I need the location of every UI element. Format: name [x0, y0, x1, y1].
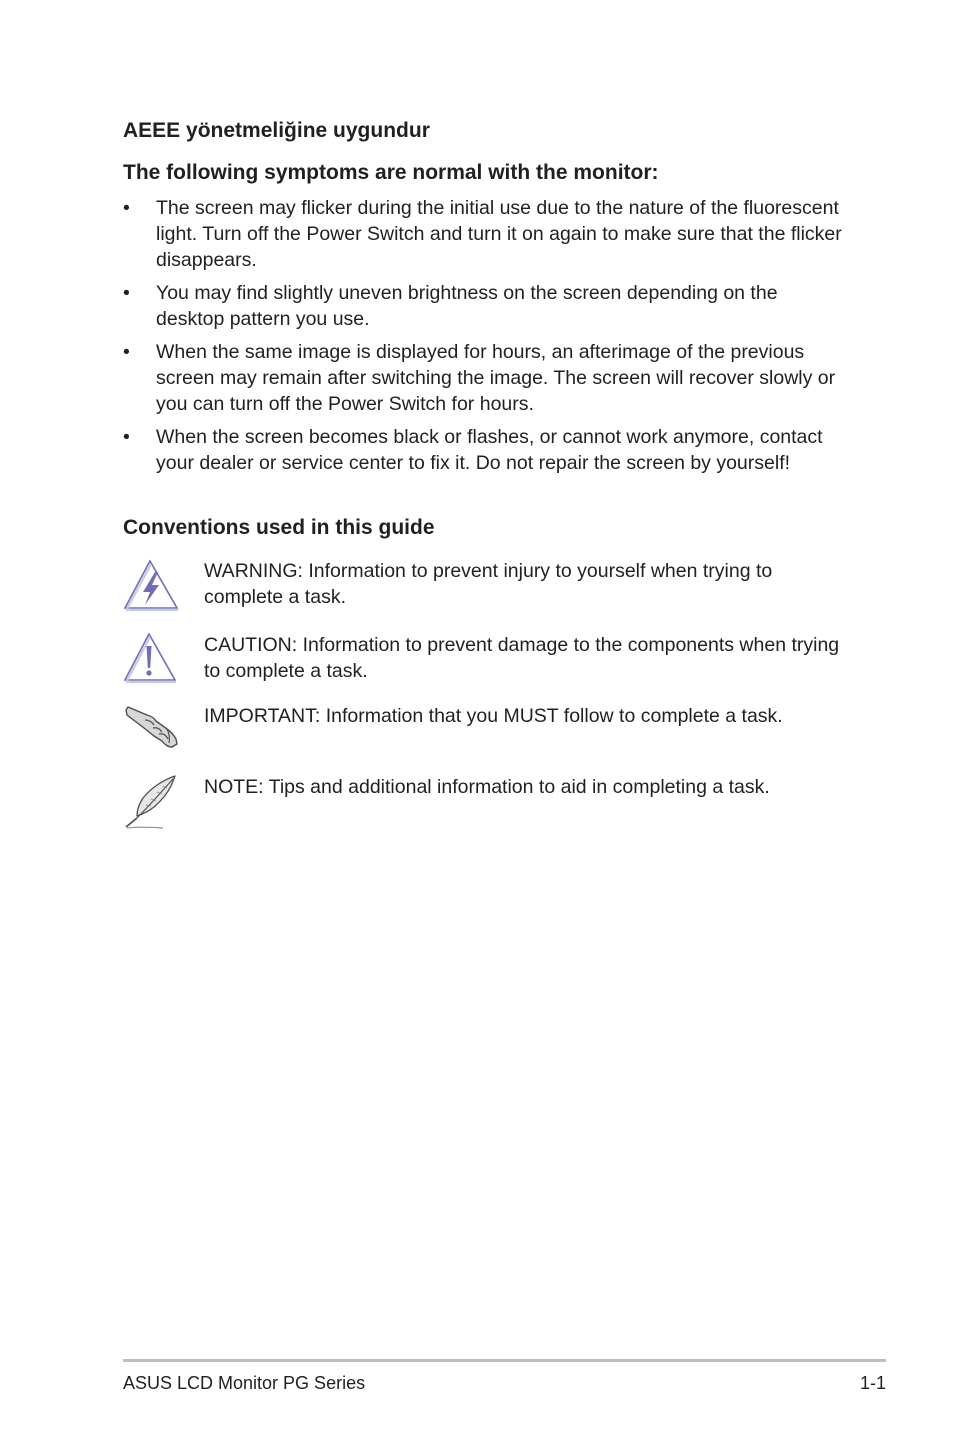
- symptoms-heading: The following symptoms are normal with the monitor:: [123, 161, 659, 184]
- list-item: [123, 195, 843, 273]
- important-text: IMPORTANT: Information that you MUST follow to complete a task.: [204, 705, 783, 727]
- quill-pen-icon: [123, 774, 179, 830]
- bullet-marker: •: [123, 197, 130, 219]
- exclamation-caution-icon: [123, 632, 179, 688]
- bullet-marker: •: [123, 341, 130, 363]
- conventions-heading: Conventions used in this guide: [123, 516, 435, 539]
- page-number: 1-1: [859, 1373, 886, 1393]
- lightning-warning-icon: [123, 558, 179, 614]
- list-item-text: The screen may flicker during the initial use due to the nature of the fluorescent light. Turn off the Power Switch and turn it on again to make sure that the flicker disappears.: [156, 197, 842, 271]
- footer-title: ASUS LCD Monitor PG Series: [123, 1373, 366, 1393]
- list-item: [123, 339, 843, 417]
- pointing-hand-icon: [123, 703, 179, 759]
- list-item: [123, 280, 843, 332]
- caution-text: CAUTION: Information to prevent damage to the components when trying to complete a task.: [204, 634, 840, 682]
- bullet-marker: •: [123, 282, 130, 304]
- aeee-heading: AEEE yönetmeliğine uygundur: [123, 119, 430, 142]
- list-item-text: When the same image is displayed for hours, an afterimage of the previous screen may remain after switching the image. The screen will recover slowly or you can turn off the Power Switch for hours.: [156, 341, 836, 415]
- list-item-text: You may find slightly uneven brightness on the screen depending on the desktop pattern you use.: [156, 282, 778, 330]
- footer-divider: [123, 1359, 886, 1362]
- list-item: [123, 424, 843, 476]
- warning-text: WARNING: Information to prevent injury to yourself when trying to complete a task.: [204, 560, 773, 608]
- note-text: NOTE: Tips and additional information to aid in completing a task.: [204, 776, 770, 798]
- list-item-text: When the screen becomes black or flashes, or cannot work anymore, contact your dealer or service center to fix it. Do not repair the screen by yourself!: [156, 426, 823, 474]
- bullet-marker: •: [123, 426, 130, 448]
- symptoms-list: [123, 195, 843, 483]
